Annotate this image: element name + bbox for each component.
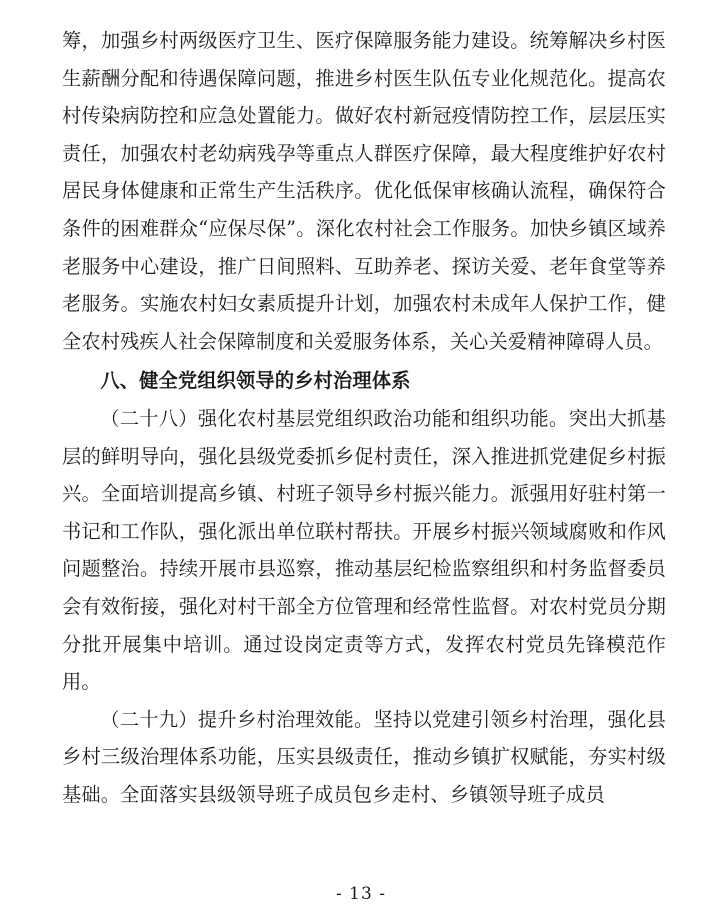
paragraph-rural-health-services: 筹，加强乡村两级医疗卫生、医疗保障服务能力建设。统筹解决乡村医生薪酬分配和待遇保障问题，推进乡村医生队伍专业化规范化。提高农村传染病防控和应急处置能力。做好农村新冠疫情防控工作，层层压实责任，加强农村老幼病残孕等重点人群医疗保障，最大程度维护好农村居民身体健康和正常生产生活秩序。优化低保审核确认流程，确保符合条件的困难群众“应保尽保”。深化农村社会工作服务。加快乡镇区域养老服务中心建设，推广日间照料、互助养老、探访关爱、老年食堂等养老服务。实施农村妇女素质提升计划，加强农村未成年人保护工作，健全农村残疾人社会保障制度和关爱服务体系，关心关爱精神障碍人员。 <box>62 29 666 353</box>
document-body <box>62 22 666 813</box>
section-heading-party-organization-governance: 八、健全党组织领导的乡村治理体系 <box>100 369 411 393</box>
paragraph-item-twenty-nine: （二十九）提升乡村治理效能。坚持以党建引领乡村治理，强化县乡村三级治理体系功能，压实县级责任，推动乡镇扩权赋能，夯实村级基础。全面落实县级领导班子成员包乡走村、乡镇领导班子成员 <box>62 707 666 806</box>
paragraph-item-twenty-eight: （二十八）强化农村基层党组织政治功能和组织功能。突出大抓基层的鲜明导向，强化县级党委抓乡促村责任，深入推进抓党建促乡村振兴。全面培训提高乡镇、村班子领导乡村振兴能力。派强用好驻村第一书记和工作队，强化派出单位联村帮扶。开展乡村振兴领域腐败和作风问题整治。持续开展市县巡察，推动基层纪检监察组织和村务监督委员会有效衔接，强化对村干部全方位管理和经常性监督。对农村党员分期分批开展集中培训。通过设岗定责等方式，发挥农村党员先锋模范作用。 <box>62 406 666 694</box>
page-number: - 13 - <box>336 884 386 904</box>
